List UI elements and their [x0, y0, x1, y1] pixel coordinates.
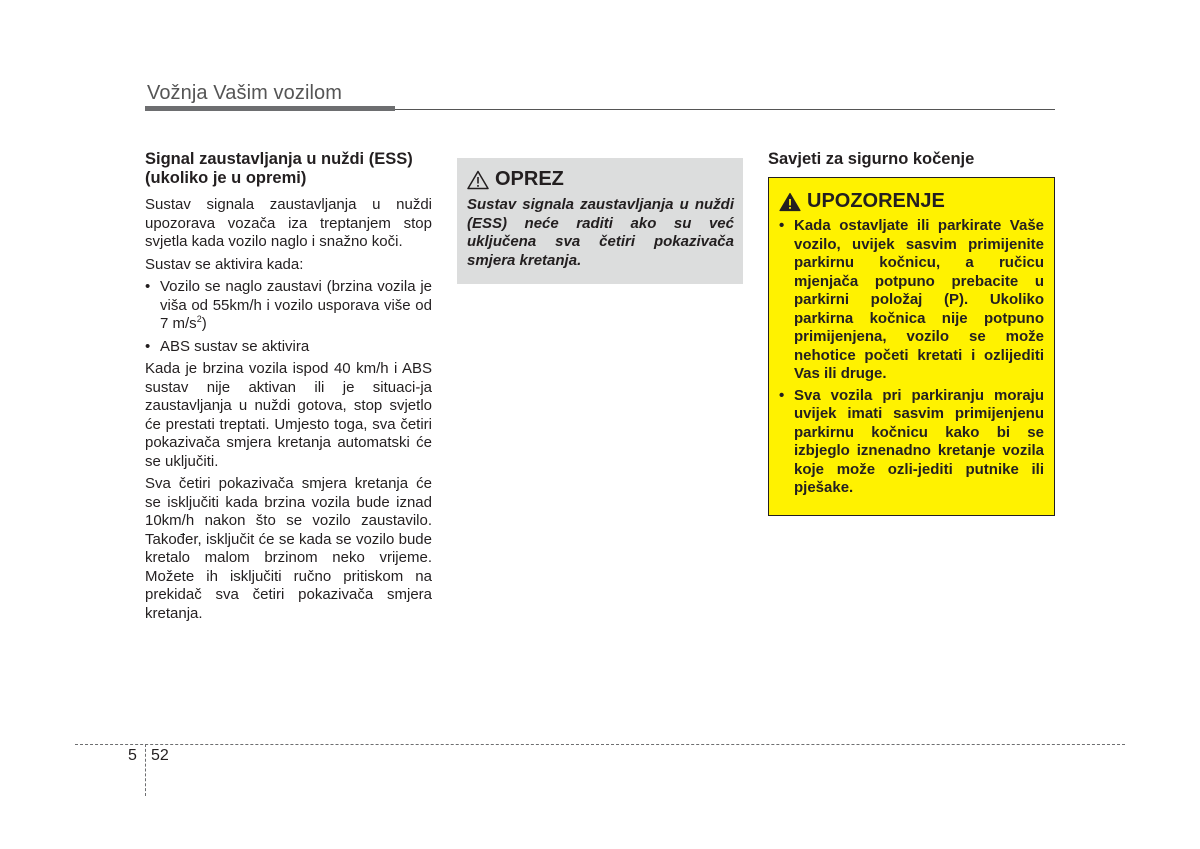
- braking-tips-heading: Savjeti za sigurno kočenje: [768, 150, 975, 168]
- ess-paragraph-3: Kada je brzina vozila ispod 40 km/h i ABS sustav nije aktivan ili je situaci-ja zaustavljanja u nuždi gotova, stop svjetlo će prestati treptati. Umjesto toga, sva četiri pokazivača smjera kretanja automatski će se uključiti.: [145, 360, 432, 470]
- caution-outline-icon: [467, 170, 489, 190]
- right-column: [768, 150, 1055, 516]
- list-item: [145, 338, 432, 357]
- page-header-title: Vožnja Vašim vozilom: [147, 82, 343, 104]
- caution-box: [457, 158, 743, 284]
- warning-box: [768, 177, 1055, 516]
- superscript: 2: [196, 314, 202, 324]
- warning-list: [779, 217, 1044, 498]
- warning-item-text: Sva vozila pri parkiranju moraju uvijek imati sasvim primijenjenu parkirnu kočnicu kako bi se izbjeglo iznenadno kretanje vozila koje može ozli-jediti putnike ili pješake.: [794, 386, 1044, 496]
- bullet-text-end: ): [201, 315, 207, 332]
- list-item: [145, 278, 432, 334]
- warning-title-row: [779, 190, 1044, 213]
- bullet-text: Vozilo se naglo zaustavi (brzina vozila je viša od 55km/h i vozilo usporava više od 7 m/s: [160, 278, 432, 332]
- header-rule-thin: [395, 109, 1055, 110]
- warning-filled-icon: [779, 192, 801, 212]
- list-item: [779, 387, 1044, 498]
- left-column: [145, 150, 432, 627]
- footer-dashed-rule: [75, 744, 1125, 745]
- ess-section-heading: Signal zaustavljanja u nuždi (ESS) (ukoliko je u opremi): [145, 150, 413, 187]
- bullet-icon: •: [779, 217, 785, 234]
- ess-paragraph-2: Sustav se aktivira kada:: [145, 255, 304, 273]
- caution-title: OPREZ: [495, 168, 564, 190]
- chapter-number: 5: [128, 747, 137, 764]
- warning-title: UPOZORENJE: [807, 190, 945, 212]
- middle-column: [457, 150, 743, 284]
- ess-paragraph-4: Sva četiri pokazivača smjera kretanja će se isključiti kada brzina vozila bude iznad 10km/h nakon što se vozilo zaustavilo. Također, isključit će se kada se vozilo bude kretalo malom brzinom neko vrijeme. Možete ih isključiti ručno pritiskom na prekidač sva četiri pokazivača smjera kretanja.: [145, 475, 432, 622]
- list-item: [779, 217, 1044, 384]
- bullet-icon: •: [779, 386, 785, 404]
- bullet-icon: •: [145, 278, 151, 295]
- caution-title-row: [467, 168, 734, 191]
- header-rule-thick: [145, 106, 395, 111]
- caution-text: Sustav signala zaustavljanja u nuždi (ESS) neće raditi ako su već uključena sva četiri pokazivača smjera kretanja.: [467, 196, 734, 269]
- bullet-text: ABS sustav se aktivira: [160, 337, 310, 355]
- ess-activation-list: [145, 278, 432, 356]
- page-number: 52: [151, 747, 169, 764]
- ess-paragraph-1: Sustav signala zaustavljanja u nuždi upozorava vozača iza treptanjem stop svjetla kada vozilo naglo i snažno koči.: [145, 196, 432, 250]
- footer-dashed-divider: [145, 744, 146, 796]
- warning-item-text: Kada ostavljate ili parkirate Vaše vozilo, uvijek sasvim primijenite parkirnu kočnicu, a ručicu mjenjača potpuno prebacite u parkirni položaj (P). Ukoliko parkirna kočnica nije potpuno primijenjena, vozilo se može nehotice početi kretati i ozlijediti Vas ili druge.: [794, 217, 1044, 382]
- bullet-icon: •: [145, 337, 151, 355]
